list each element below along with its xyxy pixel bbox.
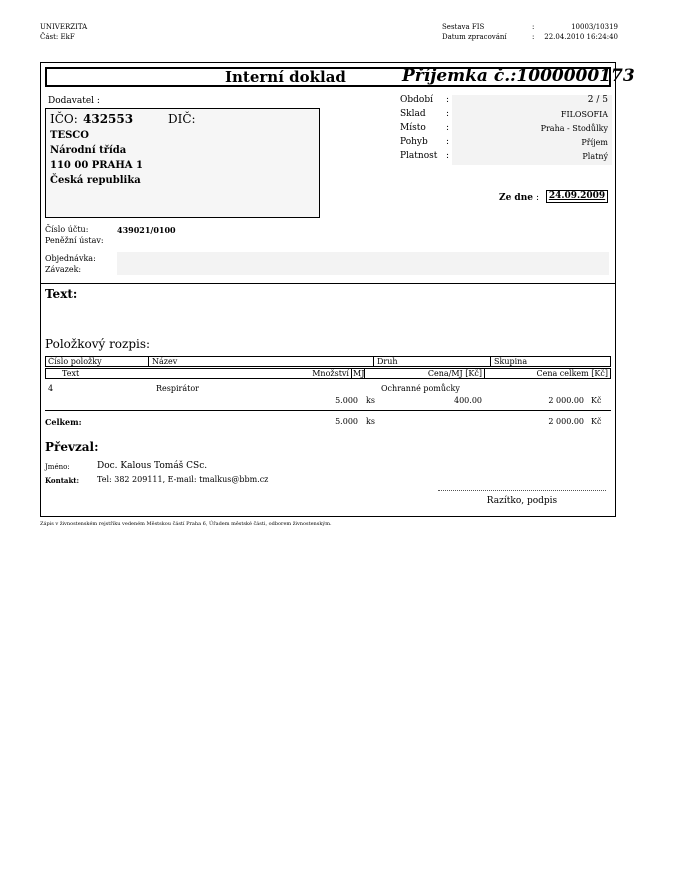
header-divider bbox=[484, 368, 485, 379]
supplier-country: Česká republika bbox=[50, 175, 141, 186]
item-unit: ks bbox=[366, 396, 375, 405]
set-label: Sestava FIS bbox=[442, 23, 485, 31]
total-divider bbox=[45, 410, 611, 411]
item-number: 4 bbox=[48, 384, 54, 393]
stamp-signature-label: Razítko, podpis bbox=[486, 496, 558, 506]
period-colon: : bbox=[446, 95, 450, 105]
receipt-number-title: Příjemka č.:1000000173 bbox=[402, 66, 635, 86]
item-kind: Ochranné pomůcky bbox=[381, 384, 460, 393]
dic-label: DIČ: bbox=[168, 112, 196, 126]
date-due-value: 24.09.2009 bbox=[546, 190, 608, 203]
set-value: 10003/10319 bbox=[571, 23, 618, 31]
item-quantity: 5.000 bbox=[335, 396, 358, 405]
receiver-contact-label: Kontakt: bbox=[45, 476, 80, 485]
supplier-label: Dodavatel : bbox=[48, 96, 100, 106]
header-divider bbox=[373, 356, 374, 367]
signature-line bbox=[438, 490, 606, 491]
date-due-label: Ze dne bbox=[499, 193, 533, 203]
supplier-street: Národní třída bbox=[50, 145, 127, 156]
receiver-name-label: Jméno: bbox=[45, 463, 70, 471]
set-colon: : bbox=[532, 23, 535, 31]
header-divider bbox=[490, 356, 491, 367]
org-part: Část: EkF bbox=[40, 33, 75, 41]
section-divider bbox=[40, 283, 616, 284]
date-colon: : bbox=[532, 33, 535, 41]
footer-note: Zápis v živnostenském rejstříku vedeném Městskou částí Praha 6, Úřadem městské části, odborem živnostenským. bbox=[40, 521, 332, 527]
liability-label: Závazek: bbox=[45, 265, 82, 274]
place-label: Místo bbox=[400, 123, 426, 133]
item-total: 2 000.00 bbox=[548, 396, 584, 405]
text-label: Text: bbox=[45, 287, 78, 301]
receiver-title: Převzal: bbox=[45, 440, 99, 454]
order-field bbox=[117, 252, 609, 275]
item-currency: Kč bbox=[591, 396, 602, 405]
period-value: 2 / 5 bbox=[587, 95, 608, 105]
period-label: Období bbox=[400, 95, 433, 105]
ico-value: 432553 bbox=[83, 112, 134, 126]
total-value: 2 000.00 bbox=[548, 417, 584, 426]
movement-value: Příjem bbox=[581, 138, 608, 147]
warehouse-label: Sklad bbox=[400, 109, 426, 119]
bank-label: Peněžní ústav: bbox=[45, 236, 104, 245]
account-number-value: 439021/0100 bbox=[117, 225, 176, 235]
movement-label: Pohyb bbox=[400, 137, 428, 147]
item-name: Respirátor bbox=[156, 384, 199, 393]
header-divider bbox=[148, 356, 149, 367]
total-quantity: 5.000 bbox=[335, 417, 358, 426]
date-value: 22.04.2010 16:24:40 bbox=[544, 33, 618, 41]
validity-value: Platný bbox=[582, 152, 608, 161]
ico-label: IČO: bbox=[50, 112, 78, 126]
account-number-label: Číslo účtu: bbox=[45, 225, 89, 234]
item-unit-price: 400.00 bbox=[454, 396, 482, 405]
movement-colon: : bbox=[446, 137, 450, 147]
col-group: Skupina bbox=[494, 357, 528, 366]
warehouse-value: FILOSOFIA bbox=[560, 110, 608, 119]
col-unit-price: Cena/MJ [Kč] bbox=[427, 369, 482, 378]
total-currency: Kč bbox=[591, 417, 602, 426]
supplier-city: 110 00 PRAHA 1 bbox=[50, 160, 143, 171]
items-title: Položkový rozpis: bbox=[45, 337, 151, 351]
header-divider bbox=[351, 368, 352, 379]
col-unit: MJ bbox=[353, 369, 365, 378]
org-name: UNIVERZITA bbox=[40, 23, 88, 31]
doc-type-title: Interní doklad bbox=[225, 68, 346, 86]
col-total-price: Cena celkem [Kč] bbox=[536, 369, 608, 378]
date-due-colon: : bbox=[536, 193, 540, 203]
supplier-name: TESCO bbox=[50, 130, 89, 141]
date-label: Datum zpracování bbox=[442, 33, 507, 41]
receiver-contact: Tel: 382 209111, E-mail: tmalkus@bbm.cz bbox=[97, 475, 269, 484]
validity-colon: : bbox=[446, 151, 450, 161]
col-name: Název bbox=[152, 357, 178, 366]
total-label: Celkem: bbox=[45, 417, 82, 427]
receiver-name: Doc. Kalous Tomáš CSc. bbox=[97, 461, 208, 471]
order-label: Objednávka: bbox=[45, 254, 96, 263]
warehouse-colon: : bbox=[446, 109, 450, 119]
col-text: Text bbox=[62, 369, 80, 378]
col-kind: Druh bbox=[377, 357, 398, 366]
col-quantity: Množství bbox=[312, 369, 349, 378]
place-value: Praha - Stodůlky bbox=[540, 124, 608, 133]
col-item-number: Číslo položky bbox=[48, 357, 102, 366]
validity-label: Platnost bbox=[400, 151, 438, 161]
total-unit: ks bbox=[366, 417, 375, 426]
place-colon: : bbox=[446, 123, 450, 133]
